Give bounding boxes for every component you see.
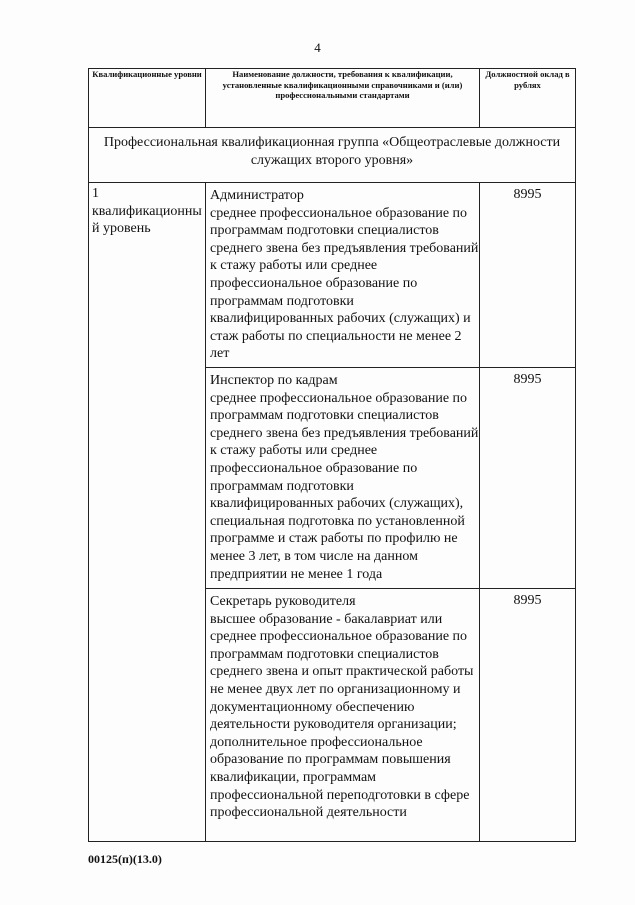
position-cell [206, 589, 480, 842]
position-requirements: высшее образование - бакалавриат или среднее профессиональное образование по программам подготовки специалистов среднего звена и опыт практической работы не менее двух лет по организационному и документационному обеспечению деятельности руководителя организации; дополнительное профессиональное образование по программам повышения квалификации, программам профессиональной переподготовки в сфере профессиональной деятельности [210, 611, 474, 821]
table-header-row [89, 69, 576, 128]
document-code: 00125(п)(13.0) [88, 852, 162, 866]
page-number: 4 [314, 40, 321, 55]
position-title: Секретарь руководителя [210, 594, 356, 609]
position-cell [206, 368, 480, 589]
position-title: Администратор [210, 188, 304, 203]
position-cell [206, 183, 480, 368]
qualification-table [88, 68, 576, 842]
header-position: Наименование должности, требования к квалификации, установленные квалификационными справочниками и (или) профессиональными стандартами [206, 69, 480, 128]
position-title: Инспектор по кадрам [210, 373, 338, 388]
salary-value: 8995 [480, 589, 576, 842]
table-row [89, 183, 576, 368]
group-row [89, 128, 576, 183]
header-salary: Должностной оклад в рублях [480, 69, 576, 128]
group-title: Профессиональная квалификационная группа «Общеотраслевые должности служащих второго уровня» [89, 128, 576, 183]
position-requirements: среднее профессиональное образование по программам подготовки специалистов среднего звена без предъявления требований к стажу работы или среднее профессиональное образование по программам подготовки квалифицированных рабочих (служащих), специальная подготовка по установленной программе и стаж работы по профилю не менее 3 лет, в том числе на данном предприятии не менее 1 года [210, 390, 479, 582]
salary-value: 8995 [480, 183, 576, 368]
header-level: Квалификационные уровни [89, 69, 206, 128]
salary-value: 8995 [480, 368, 576, 589]
position-requirements: среднее профессиональное образование по программам подготовки специалистов среднего звена без предъявления требований к стажу работы или среднее профессиональное образование по программам подготовки квалифицированных рабочих (служащих) и стаж работы по специальности не менее 2 лет [210, 205, 479, 362]
level-label: 1 квалификационный уровень [89, 183, 206, 842]
